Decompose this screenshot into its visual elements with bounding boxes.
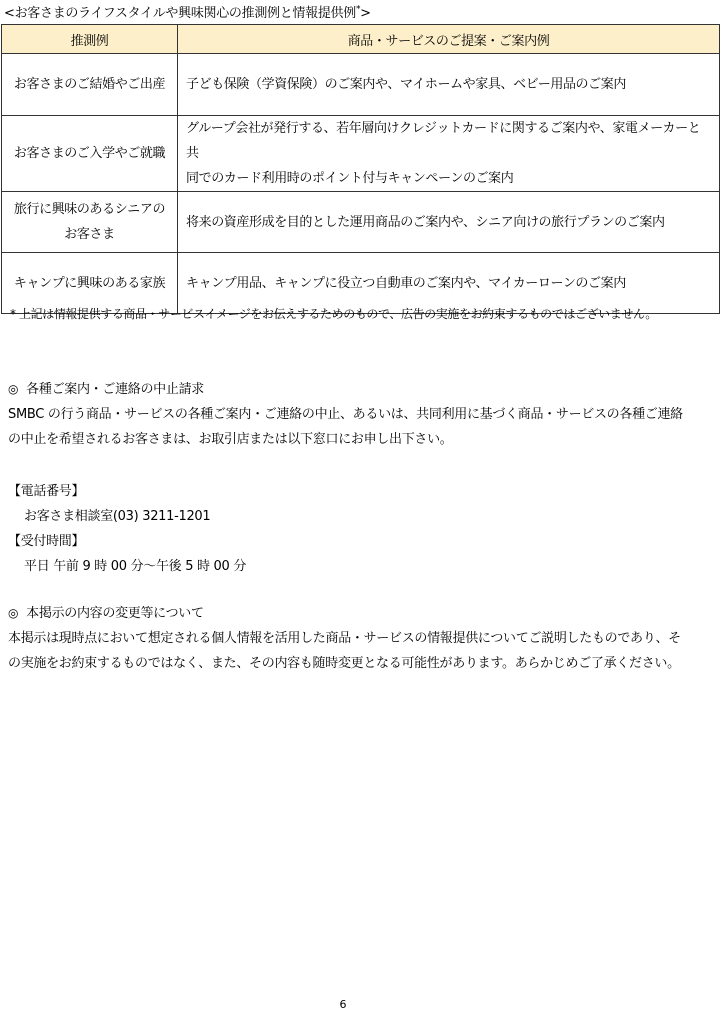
inference-cell — [2, 54, 178, 116]
change-notice-heading: 本掲示の内容の変更等について — [26, 606, 204, 621]
change-notice-section — [8, 601, 681, 676]
paragraph-line: の中止を希望されるお客さまは、お取引店または以下窓口にお申し出下さい。 — [8, 432, 453, 447]
double-circle-icon: ◎ — [8, 606, 19, 620]
proposal-line: キャンプ用品、キャンプに役立つ自動車のご案内や、マイカーローンのご案内 — [186, 275, 626, 291]
proposal-cell — [178, 192, 720, 253]
caption-asterisk: * — [355, 4, 361, 15]
table-caption — [4, 2, 371, 21]
inference-line: お客さまのご入学やご就職 — [13, 146, 166, 161]
paragraph-line: 本掲示は現時点において想定される個人情報を活用した商品・サービスの情報提供についてご説明したものであり、そ — [8, 631, 681, 646]
double-circle-icon: ◎ — [8, 382, 19, 396]
table-row — [2, 116, 720, 192]
proposal-line: 同でのカード利用時のポイント付与キャンペーンのご案内 — [186, 171, 514, 186]
section-heading — [8, 377, 683, 402]
hours-label: 【受付時間】 — [8, 534, 85, 549]
header-inference: 推測例 — [2, 25, 178, 54]
table-row — [2, 192, 720, 253]
proposal-line: グループ会社が発行する、若年層向けクレジットカードに関するご案内や、家電メーカーと共 — [186, 121, 701, 161]
inference-line: お客さまのご結婚やご出産 — [13, 77, 166, 92]
proposal-line: 子ども保険（学資保険）のご案内や、マイホームや家具、ベビー用品のご案内 — [186, 77, 626, 92]
contact-section — [8, 479, 246, 579]
table-header-row — [2, 25, 720, 54]
phone-value: お客さま相談室(03) 3211-1201 — [24, 509, 211, 524]
inference-line: お客さま — [64, 227, 115, 242]
inference-cell — [2, 116, 178, 192]
section-heading — [8, 601, 681, 626]
phone-label: 【電話番号】 — [8, 484, 85, 499]
hours-value: 平日 午前 9 時 00 分～午後 5 時 00 分 — [24, 559, 247, 574]
caption-close: > — [360, 6, 371, 21]
inference-line: キャンプに興味のある家族 — [13, 275, 166, 291]
header-proposal: 商品・サービスのご提案・ご案内例 — [178, 25, 720, 54]
proposal-cell — [178, 54, 720, 116]
paragraph-line: の実施をお約束するものではなく、また、その内容も随時変更となる可能性があります。あらかじめご了承ください。 — [8, 656, 680, 671]
examples-table — [1, 24, 720, 314]
table-row — [2, 54, 720, 116]
table-footnote: * 上記は情報提供する商品・サービスイメージをお伝えするためのもので、広告の実施をお約束するものではございません。 — [10, 307, 657, 321]
stop-request-section — [8, 377, 683, 452]
stop-request-heading: 各種ご案内・ご連絡の中止請求 — [26, 382, 204, 397]
caption-text: <お客さまのライフスタイルや興味関心の推測例と情報提供例 — [4, 6, 356, 21]
inference-cell — [2, 192, 178, 253]
proposal-cell — [178, 116, 720, 192]
page-number: 6 — [339, 998, 347, 1011]
paragraph-line: SMBC の行う商品・サービスの各種ご案内・ご連絡の中止、あるいは、共同利用に基づく商品・サービスの各種ご連絡 — [8, 407, 683, 422]
proposal-line: 将来の資産形成を目的とした運用商品のご案内や、シニア向けの旅行プランのご案内 — [186, 214, 665, 230]
inference-line: 旅行に興味のあるシニアの — [13, 202, 166, 217]
